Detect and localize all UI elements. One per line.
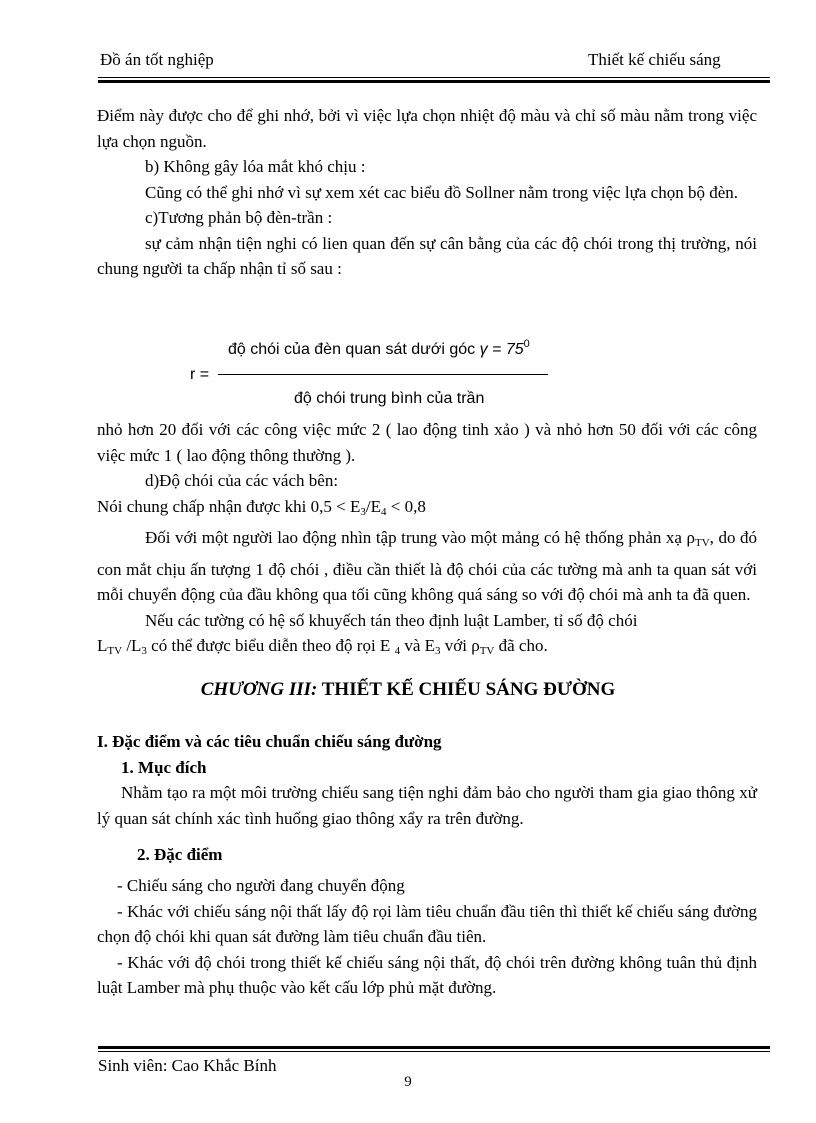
feature-item: - Khác với chiếu sáng nội thất lấy độ rọi làm tiêu chuẩn đầu tiên thì thiết kế chiếu sáng đường chọn độ chói khi quan sát đường làm tiêu chuẩn đầu tiên. (97, 901, 757, 946)
paragraph-ratio: sự cảm nhận tiện nghi có lien quan đến sự cân bằng của các độ chói trong thị trường, nói chung người ta chấp nhận tỉ số sau : (97, 233, 757, 278)
body-text (97, 103, 757, 282)
formula-r: r = (190, 366, 210, 383)
paragraph-sollner: Cũng có thể ghi nhớ vì sự xem xét cac biểu đồ Sollner nằm trong việc lựa chọn bộ đèn. (145, 182, 739, 202)
footer-rule-thin (98, 1051, 770, 1052)
footer-rule-thick (98, 1046, 770, 1049)
paragraph-lamber: Nếu các tường có hệ số khuyếch tán theo định luật Lamber, tỉ số độ chói $L_{TV}$ $/L_3$ có thể được biểu diễn theo độ rọi E $_4$ và $E_3$ với $\rho_{TV}$ đã cho. (97, 610, 638, 657)
header-rule-thick (98, 80, 770, 83)
subheading-purpose: 1. Mục đích (121, 758, 207, 777)
heading-c: c)Tương phản bộ đèn-trần : (145, 208, 333, 227)
formula-denominator: độ chói trung bình của trần (294, 390, 485, 407)
feature-list (97, 873, 757, 1001)
page-number: 9 (404, 1074, 412, 1090)
body-text-2 (97, 417, 757, 665)
paragraph-wall-ratio: Nói chung chấp nhận được khi $0,5 < E_3/E_4 < 0,8$ (97, 496, 426, 518)
feature-item: - Chiếu sáng cho người đang chuyển động (117, 876, 405, 895)
paragraph-intro: Điểm này được cho để ghi nhớ, bởi vì việc lựa chọn nhiệt độ màu và chỉ số màu nằm trong việc lựa chọn nguồn. (97, 106, 757, 151)
header-title-right: Thiết kế chiếu sáng (588, 50, 721, 69)
feature-item: - Khác với độ chói trong thiết kế chiếu sáng nội thất, độ chói trên đường không tuân thủ định luật Lamber mà phụ thuộc vào kết cấu lớp phủ mặt đường. (97, 952, 757, 997)
chapter-title: CHƯƠNG III: THIẾT KẾ CHIẾU SÁNG ĐƯỜNG (200, 679, 616, 700)
heading-d: d)Độ chói của các vách bên: (145, 471, 339, 490)
paragraph-purpose: Nhằm tạo ra một môi trường chiếu sang tiện nghi đảm bảo cho người tham gia giao thông xử lý quan sát chính xác tình huống giao thông xẩy ra trên đường. (97, 783, 757, 828)
paragraph-worker: Đối với một người lao động nhìn tập trung vào một mảng có hệ thống phản xạ $\rho_{TV}$, do đó con mắt chịu ấn tượng 1 độ chói , điều cần thiết là độ chói của các tường mà anh ta quan sát với mỗi chuyển động của đầu không qua tối cũng không quá sáng so với độ chói mà anh ta đã quen. (97, 528, 757, 604)
header-title-left: Đồ án tốt nghiệp (100, 50, 214, 69)
subheading-features: 2. Đặc điểm (137, 845, 223, 864)
formula-numerator: độ chói của đèn quan sát dưới góc $\gamma = 75^0$ (228, 338, 530, 358)
fraction-bar (218, 374, 548, 375)
heading-b: b) Không gây lóa mắt khó chịu : (145, 157, 366, 176)
luminance-ratio-formula (190, 338, 570, 418)
section-heading: I. Đặc điểm và các tiêu chuẩn chiếu sáng đường (97, 732, 442, 751)
header-rule-thin (98, 77, 770, 78)
footer-student: Sinh viên: Cao Khắc Bính (98, 1056, 277, 1075)
paragraph-limits: nhỏ hơn 20 đối với các công việc mức 2 ( lao động tinh xảo ) và nhỏ hơn 50 đối với các công việc mức 1 ( lao động thông thường ). (97, 420, 757, 465)
